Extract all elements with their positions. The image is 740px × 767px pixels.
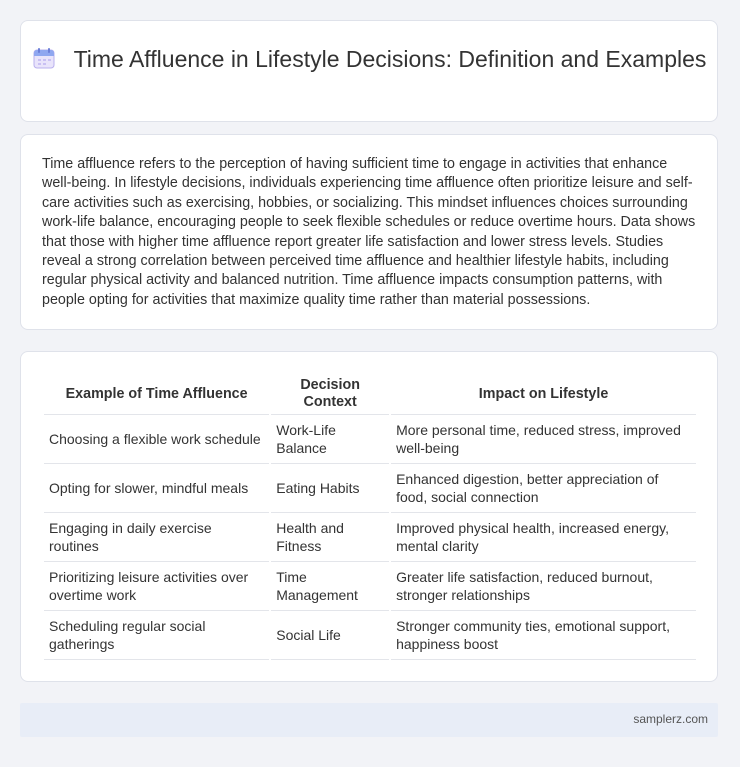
- title-card: [20, 20, 718, 122]
- column-header-context: Decision Context: [271, 374, 389, 415]
- impact-cell: More personal time, reduced stress, improved well-being: [391, 415, 696, 464]
- column-header-impact: Impact on Lifestyle: [391, 374, 696, 415]
- intro-card: [20, 134, 718, 330]
- impact-cell: Enhanced digestion, better appreciation of food, social connection: [391, 464, 696, 513]
- example-cell: Choosing a flexible work schedule: [44, 415, 269, 464]
- page-title-wrap: [21, 45, 717, 74]
- table-row: [44, 415, 696, 464]
- calendar-icon: [32, 46, 56, 70]
- footer-bar: [20, 703, 718, 737]
- table-row: [44, 464, 696, 513]
- example-cell: Scheduling regular social gatherings: [44, 611, 269, 660]
- impact-cell: Improved physical health, increased energy, mental clarity: [391, 513, 696, 562]
- example-cell: Engaging in daily exercise routines: [44, 513, 269, 562]
- column-header-example: Example of Time Affluence: [44, 374, 269, 415]
- impact-cell: Greater life satisfaction, reduced burnout, stronger relationships: [391, 562, 696, 611]
- intro-paragraph: Time affluence refers to the perception of having sufficient time to engage in activities that enhance well-being. In lifestyle decisions, individuals experiencing time affluence often prioritize leisure and self-care activities such as exercising, hobbies, or socializing. This mindset influences choices surrounding work-life balance, encouraging people to seek flexible schedules or reduce overtime hours. Data shows that those with higher time affluence report greater life satisfaction and lower stress levels. Studies reveal a strong correlation between perceived time affluence and healthier lifestyle habits, including regular physical activity and balanced nutrition. Time affluence impacts consumption patterns, with people opting for activities that maximize quality time rather than material possessions.: [42, 156, 696, 308]
- context-cell: Work-Life Balance: [271, 415, 389, 464]
- context-cell: Eating Habits: [271, 464, 389, 513]
- context-cell: Time Management: [271, 562, 389, 611]
- footer-site-link[interactable]: samplerz.com: [633, 712, 708, 726]
- table-row: [44, 611, 696, 660]
- table-row: [44, 562, 696, 611]
- table-card: [20, 351, 718, 682]
- example-cell: Prioritizing leisure activities over overtime work: [44, 562, 269, 611]
- impact-cell: Stronger community ties, emotional support, happiness boost: [391, 611, 696, 660]
- table-header-row: [44, 374, 696, 415]
- example-cell: Opting for slower, mindful meals: [44, 464, 269, 513]
- context-cell: Health and Fitness: [271, 513, 389, 562]
- table-row: [44, 513, 696, 562]
- examples-table: [42, 374, 698, 660]
- page-title: Time Affluence in Lifestyle Decisions: Definition and Examples: [73, 46, 707, 72]
- context-cell: Social Life: [271, 611, 389, 660]
